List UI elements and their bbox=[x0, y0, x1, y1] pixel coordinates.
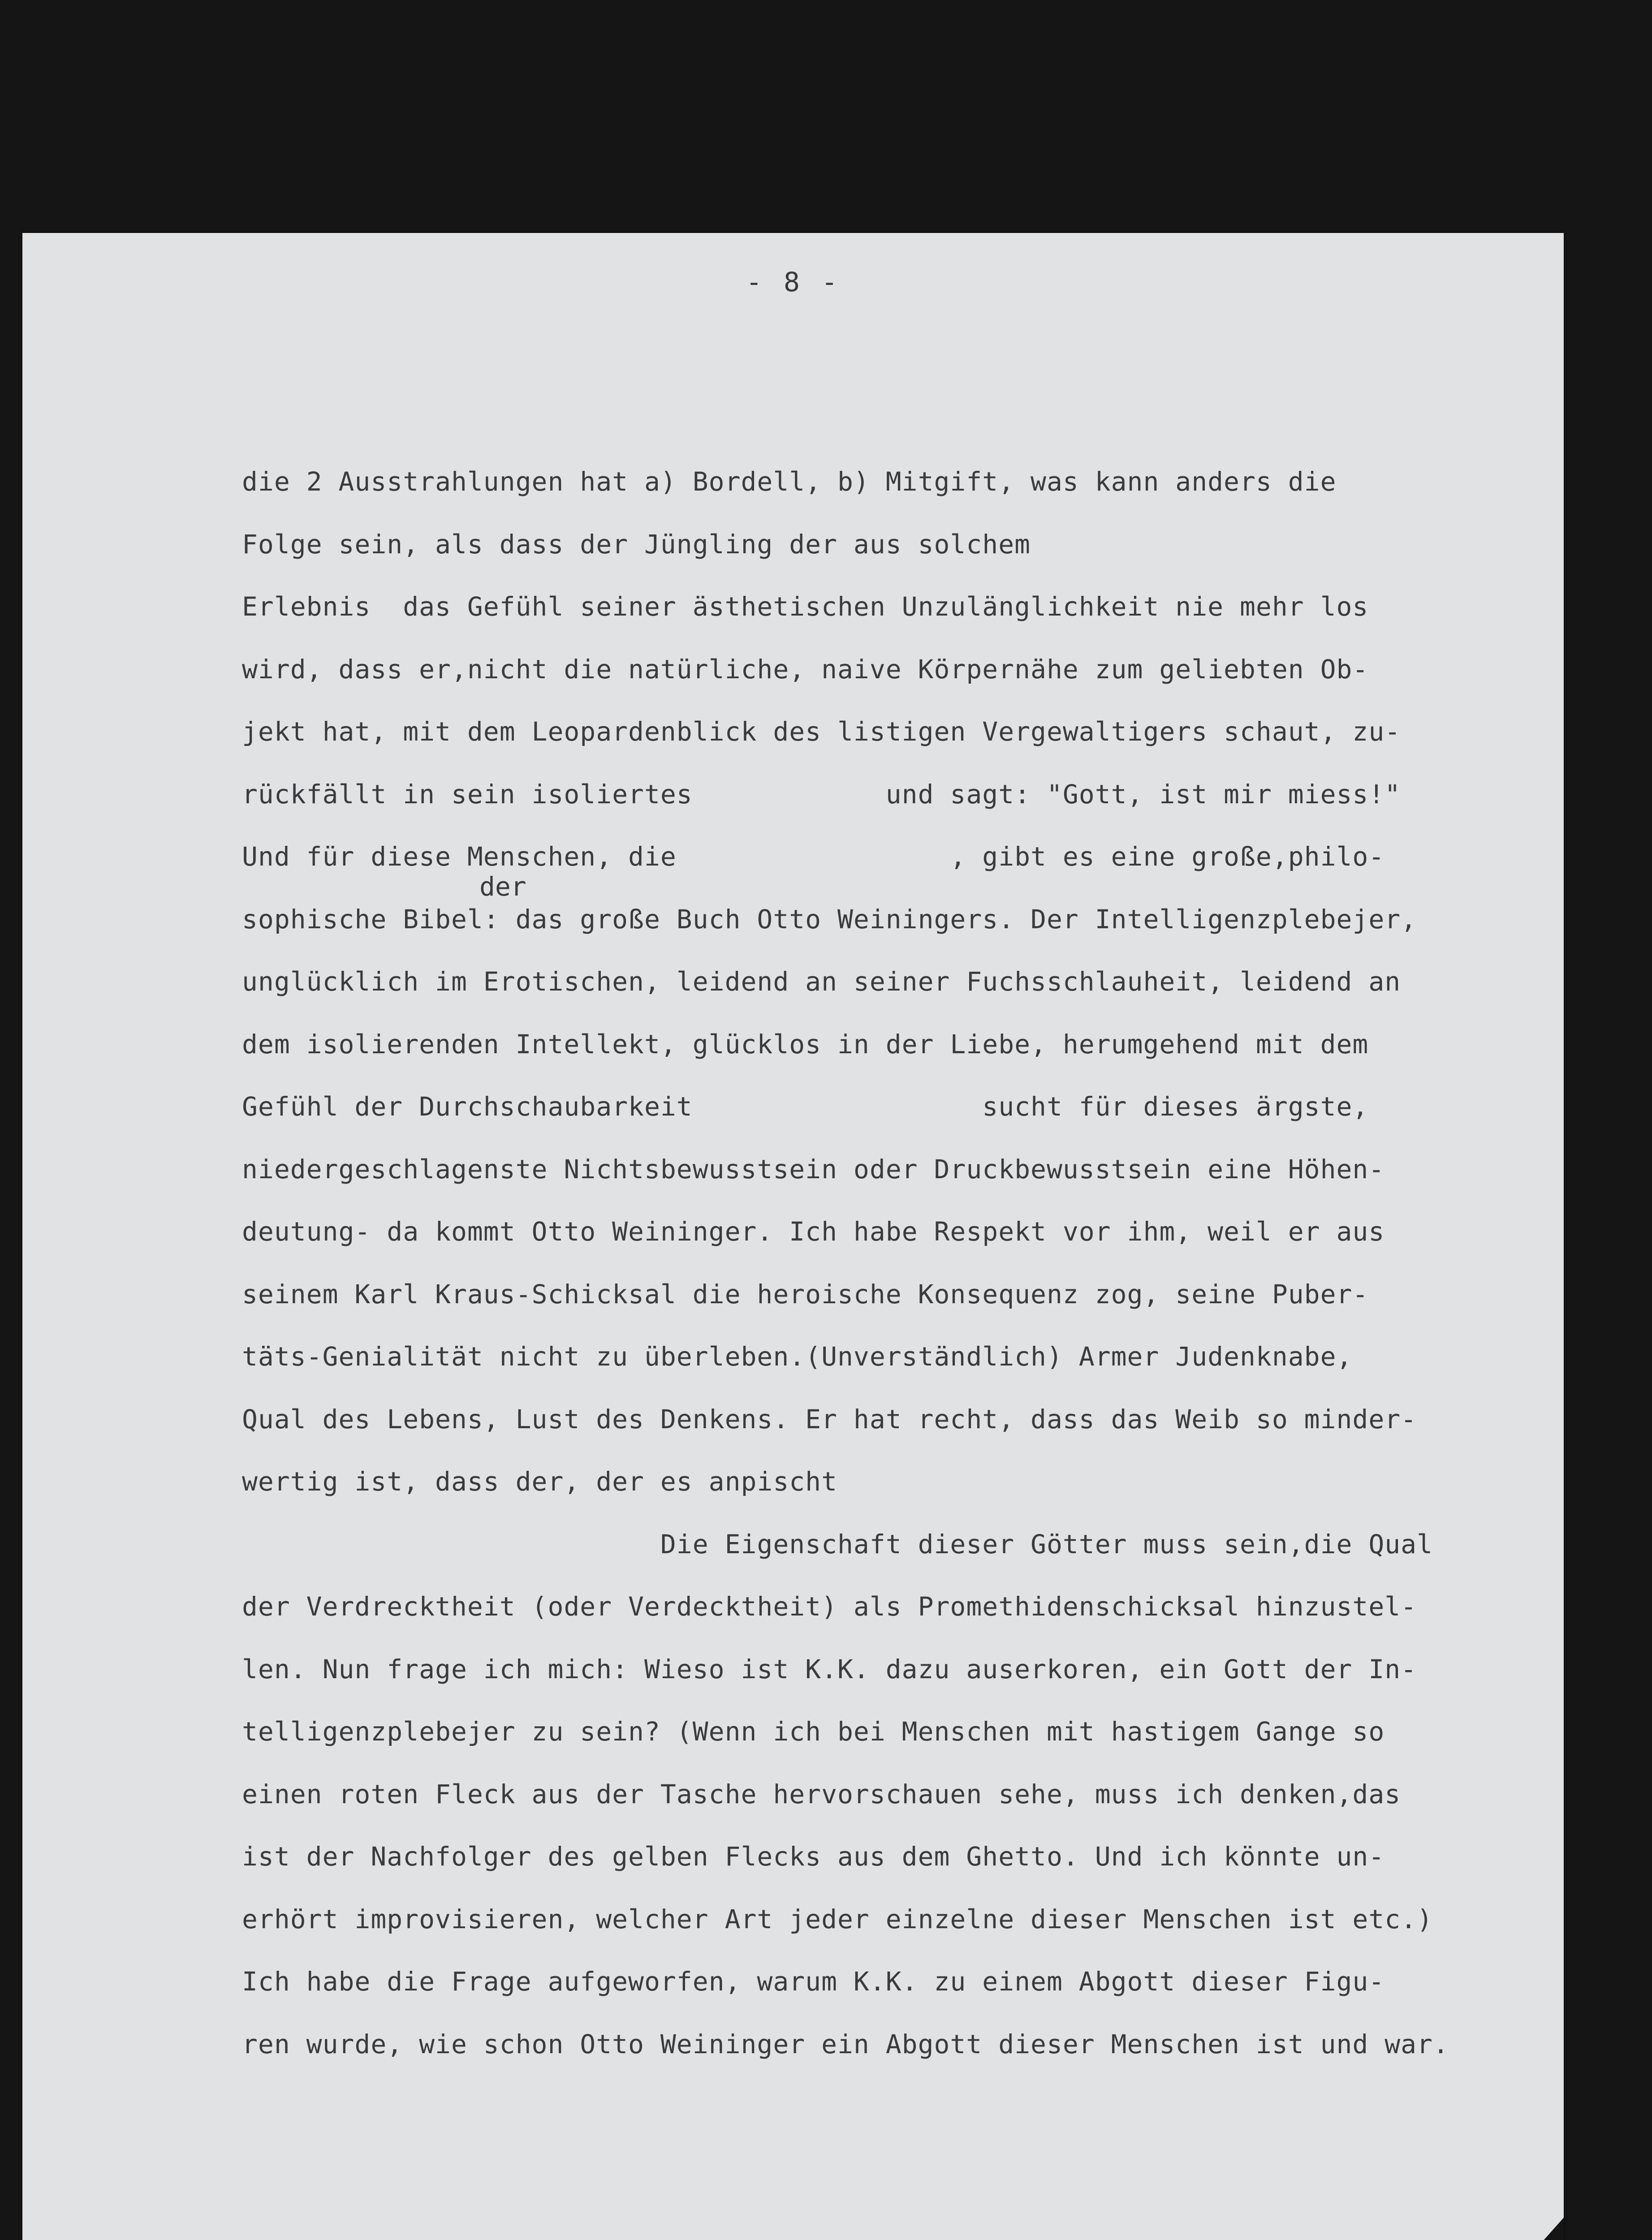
text-line: der Verdrecktheit (oder Verdecktheit) als Promethidenschicksal hinzustel- bbox=[242, 1591, 1417, 1622]
interlinear-insertion: der bbox=[479, 871, 526, 902]
text-line: wertig ist, dass der, der es anpischt bbox=[242, 1466, 838, 1497]
text-line: täts-Genialität nicht zu überleben.(Unverständlich) Armer Judenknabe, bbox=[242, 1341, 1353, 1372]
text-line: Die Eigenschaft dieser Götter muss sein,die Qual bbox=[242, 1529, 1433, 1559]
text-line: Ich habe die Frage aufgeworfen, warum K.K. zu einem Abgott dieser Figu- bbox=[242, 1966, 1385, 1997]
folded-corner bbox=[1528, 2218, 1564, 2240]
text-line: niedergeschlagenste Nichtsbewusstsein oder Druckbewusstsein eine Höhen- bbox=[242, 1154, 1385, 1185]
text-line: Folge sein, als dass der Jüngling der aus solchem bbox=[242, 529, 1031, 560]
text-line: unglücklich im Erotischen, leidend an seiner Fuchsschlauheit, leidend an bbox=[242, 966, 1401, 997]
text-line: ist der Nachfolger des gelben Flecks aus dem Ghetto. Und ich könnte un- bbox=[242, 1841, 1385, 1872]
page-number: - 8 - bbox=[746, 267, 841, 298]
text-line: erhört improvisieren, welcher Art jeder einzelne dieser Menschen ist etc.) bbox=[242, 1904, 1433, 1934]
text-line: dem isolierenden Intellekt, glücklos in der Liebe, herumgehend mit dem bbox=[242, 1029, 1369, 1060]
text-line: wird, dass er,nicht die natürliche, naive Körpernähe zum geliebten Ob- bbox=[242, 654, 1369, 685]
text-line: einen roten Fleck aus der Tasche hervorschauen sehe, muss ich denken,das bbox=[242, 1779, 1401, 1809]
text-line: Qual des Lebens, Lust des Denkens. Er hat recht, dass das Weib so minder- bbox=[242, 1404, 1417, 1434]
typewritten-page bbox=[22, 233, 1564, 2240]
text-line: Und für diese Menschen, die , gibt es eine große,philo- bbox=[242, 841, 1385, 872]
text-line: len. Nun frage ich mich: Wieso ist K.K. dazu auserkoren, ein Gott der In- bbox=[242, 1654, 1417, 1684]
text-line: die 2 Ausstrahlungen hat a) Bordell, b) Mitgift, was kann anders die bbox=[242, 466, 1337, 497]
text-line: jekt hat, mit dem Leopardenblick des listigen Vergewaltigers schaut, zu- bbox=[242, 716, 1401, 747]
text-line: Gefühl der Durchschaubarkeit sucht für dieses ärgste, bbox=[242, 1091, 1369, 1122]
text-line: rückfällt in sein isoliertes und sagt: "Gott, ist mir miess!" bbox=[242, 779, 1401, 810]
body-text bbox=[242, 466, 1564, 2091]
text-line: ren wurde, wie schon Otto Weininger ein Abgott dieser Menschen ist und war. bbox=[242, 2029, 1449, 2059]
text-line: telligenzplebejer zu sein? (Wenn ich bei Menschen mit hastigem Gange so bbox=[242, 1716, 1385, 1747]
text-line: Erlebnis das Gefühl seiner ästhetischen Unzulänglichkeit nie mehr los bbox=[242, 591, 1369, 622]
text-line: sophische Bibel: das große Buch Otto Weiningers. Der Intelligenzplebejer, bbox=[242, 904, 1417, 935]
text-line: seinem Karl Kraus-Schicksal die heroische Konsequenz zog, seine Puber- bbox=[242, 1279, 1369, 1310]
text-line: deutung- da kommt Otto Weininger. Ich habe Respekt vor ihm, weil er aus bbox=[242, 1216, 1385, 1247]
